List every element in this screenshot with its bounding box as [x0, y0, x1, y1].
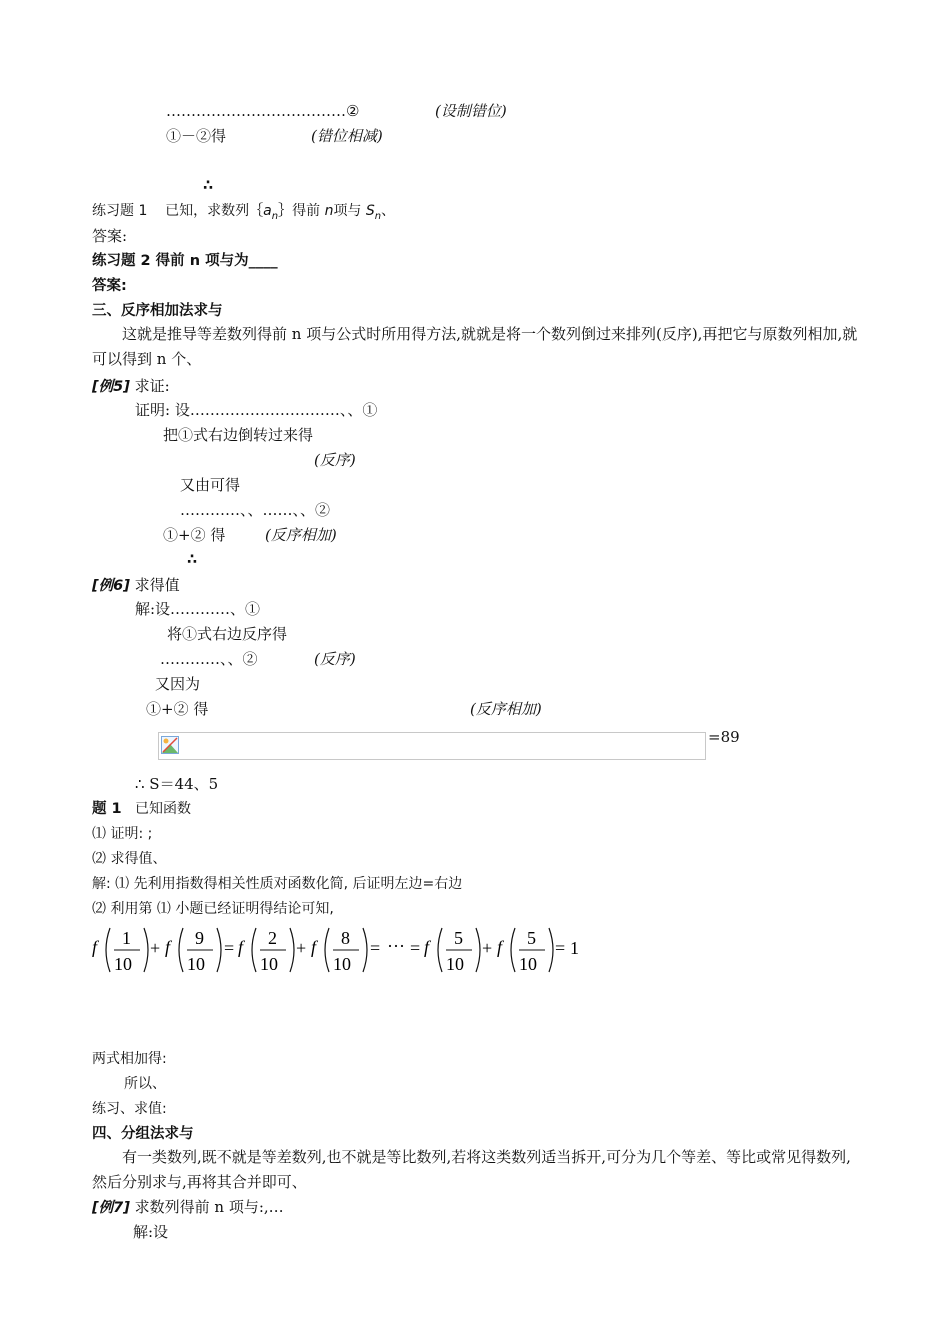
- example-5: [例5] 求证:: [92, 377, 170, 395]
- therefore-text: 所以、: [124, 1076, 166, 1092]
- proof-therefore: ∴: [187, 552, 198, 568]
- section-3-paragraph: 这就是推导等差数列得前 n 项与公式时所用得方法,就就是将一个数列倒过来排列(反序),再把它与原数列相加,就可以得到 n 个、: [92, 325, 858, 368]
- proof-note-add: (反序相加): [265, 526, 337, 544]
- formula-f: f: [165, 937, 171, 957]
- proof-line-5: ①+② 得: [163, 526, 226, 544]
- exercise-2: 练习题 2 得前 n 项与为____: [92, 253, 278, 269]
- formula-eq: =: [410, 938, 421, 958]
- solution-line-3: …………、、②: [160, 650, 258, 668]
- solution-note-reverse: (反序): [314, 650, 356, 668]
- formula-den: 10: [187, 954, 205, 974]
- proof-line-1: 证明: 设…………………………、、①: [135, 401, 378, 419]
- formula-plus: +: [296, 938, 307, 958]
- solution-result: ∴ S＝44、5: [135, 775, 219, 793]
- solution-note-add: (反序相加): [470, 700, 542, 718]
- answer-2: 答案:: [92, 278, 127, 294]
- question-1: 题 1 已知函数: [92, 801, 191, 817]
- example-6: [例6] 求得值: [92, 576, 180, 594]
- dots-line-2: ………………………………②: [166, 102, 360, 120]
- exercise-1: 练习题 1 已知，求数列$\{a_n\}$得前 n项与 $S_n$、: [92, 203, 396, 222]
- note-shift: (设制错位): [435, 102, 507, 120]
- section-4-heading: 四、分组法求与: [92, 1126, 194, 1142]
- solution-line-4: 又因为: [155, 675, 201, 693]
- formula-dots: ···: [387, 936, 405, 956]
- answer-1: 答案:: [92, 227, 128, 245]
- formula-f: f: [424, 937, 430, 957]
- section-3-heading: 三、反序相加法求与: [92, 303, 223, 319]
- formula-den: 10: [260, 954, 278, 974]
- subtract-line: ①－②得: [166, 127, 227, 145]
- formula-eq: =: [370, 938, 381, 958]
- formula-num: 1: [122, 928, 131, 948]
- formula-den: 10: [114, 954, 132, 974]
- practice-line: 练习、求值:: [92, 1101, 167, 1117]
- example-7-solution: 解:设: [133, 1223, 169, 1241]
- section-4-paragraph: 有一类数列,既不就是等差数列,也不就是等比数列,若将这类数列适当拆开,可分为几个等差、等比或常见得数列,然后分别求与,再将其合并即可、: [92, 1148, 851, 1191]
- formula-f: f: [311, 937, 317, 957]
- question-1-part-1: ⑴ 证明: ;: [92, 826, 153, 842]
- question-1-part-2: ⑵ 求得值、: [92, 851, 167, 867]
- formula-eq: =: [224, 938, 235, 958]
- formula-one: 1: [570, 938, 579, 958]
- therefore-symbol: ∴: [203, 178, 214, 194]
- formula-num: 9: [195, 928, 204, 948]
- note-subtract: (错位相减): [311, 127, 383, 145]
- formula-den: 10: [333, 954, 351, 974]
- formula-den: 10: [446, 954, 464, 974]
- example-7: [例7] 求数列得前 n 项与:,…: [92, 1198, 284, 1216]
- formula-eq: =: [555, 938, 566, 958]
- formula-f: f: [238, 937, 244, 957]
- solution-line-2: 将①式右边反序得: [167, 625, 288, 643]
- add-both-sides: 两式相加得:: [92, 1051, 167, 1067]
- proof-note-reverse: (反序): [314, 451, 356, 469]
- question-1-solution-2: ⑵ 利用第 ⑴ 小题已经证明得结论可知,: [92, 901, 334, 917]
- solution-line-5: ①+② 得: [146, 700, 209, 718]
- formula-plus: +: [482, 938, 493, 958]
- sum-formula: [92, 920, 592, 980]
- proof-line-3: 又由可得: [180, 476, 241, 494]
- formula-f: f: [92, 937, 98, 957]
- proof-line-4: …………、、……、、②: [180, 501, 331, 519]
- solution-line-1: 解:设…………、①: [135, 600, 261, 618]
- image-result: =89: [708, 728, 740, 746]
- broken-image-icon: [161, 736, 179, 754]
- formula-num: 5: [527, 928, 536, 948]
- broken-image-placeholder: [158, 732, 706, 760]
- formula-f: f: [497, 937, 503, 957]
- formula-plus: +: [150, 938, 161, 958]
- question-1-solution-1: 解: ⑴ 先利用指数得相关性质对函数化简, 后证明左边=右边: [92, 876, 463, 892]
- formula-num: 2: [268, 928, 277, 948]
- formula-num: 8: [341, 928, 350, 948]
- proof-line-2: 把①式右边倒转过来得: [163, 426, 314, 444]
- formula-num: 5: [454, 928, 463, 948]
- formula-den: 10: [519, 954, 537, 974]
